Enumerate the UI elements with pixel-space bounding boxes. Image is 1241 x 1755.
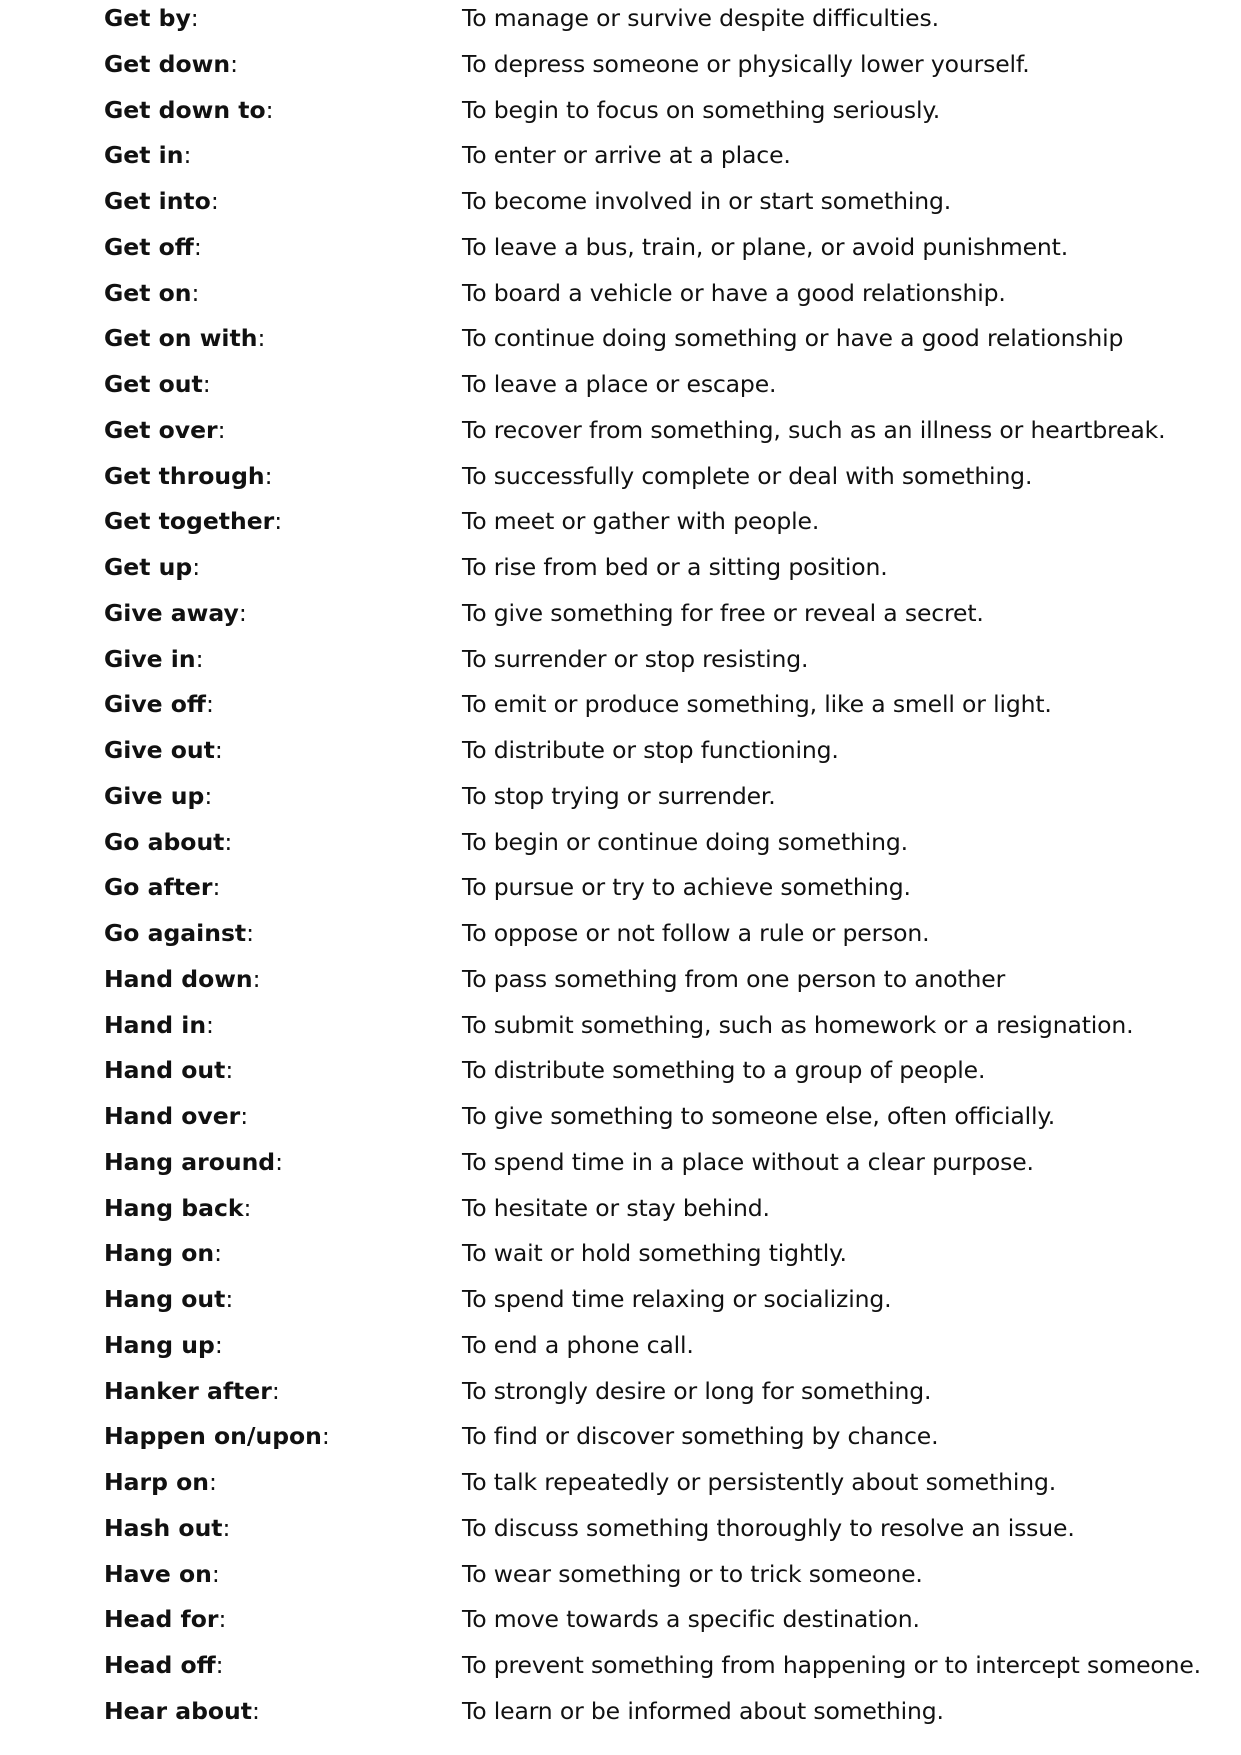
term-colon: : [217, 415, 226, 444]
definition-text: To manage or survive despite difficulties. [462, 4, 939, 32]
term-text: Head off [104, 1651, 216, 1679]
term-text: Go after [104, 873, 213, 902]
definition-text: To board a vehicle or have a good relationship. [462, 278, 1006, 307]
definition-text: To begin to focus on something seriously. [462, 95, 941, 124]
term-text: Get in [104, 141, 184, 170]
term-colon: : [230, 49, 238, 78]
phrasal-verb-term [104, 366, 211, 402]
phrasal-verb-term [104, 686, 214, 722]
term-text: Go against [104, 919, 247, 947]
phrasal-verb-term [104, 1693, 260, 1729]
term-text: Harp on [104, 1468, 209, 1496]
term-colon: : [214, 1239, 223, 1268]
term-text: Get on with [104, 324, 258, 353]
definition-text: To end a phone call. [462, 1330, 694, 1359]
term-colon: : [224, 827, 233, 856]
definition-text: To emit or produce something, like a smell or light. [462, 690, 1052, 719]
definition-text: To give something for free or reveal a secret. [462, 598, 984, 627]
term-colon: : [183, 141, 192, 170]
definition-text: To find or discover something by chance. [462, 1422, 939, 1451]
term-text: Get down [104, 49, 231, 78]
phrasal-verb-term [104, 46, 238, 82]
definition-text: To recover from something, such as an illness or heartbreak. [462, 415, 1166, 444]
term-colon: : [225, 1285, 234, 1313]
phrasal-verb-term [104, 412, 226, 448]
phrasal-verb-term [104, 503, 282, 539]
term-text: Get out [104, 370, 203, 398]
definition-text: To continue doing something or have a good relationship [462, 324, 1124, 353]
list-item [104, 1098, 1234, 1144]
term-text: Hang up [104, 1330, 215, 1359]
list-item [104, 1556, 1234, 1602]
list-item [104, 641, 1234, 687]
list-item [104, 1647, 1234, 1693]
list-item [104, 595, 1234, 641]
term-colon: : [271, 1376, 280, 1405]
list-item [104, 1693, 1234, 1739]
definition-text: To discuss something thoroughly to resolve an issue. [462, 1513, 1075, 1542]
list-item [104, 686, 1234, 732]
term-colon: : [225, 1056, 234, 1085]
phrasal-verb-term [104, 1601, 226, 1637]
phrasal-verb-term [104, 1281, 233, 1317]
term-colon: : [252, 964, 261, 993]
term-text: Get off [104, 232, 194, 261]
term-text: Give off [104, 690, 206, 719]
list-item [104, 1235, 1234, 1281]
definition-text: To talk repeatedly or persistently about something. [462, 1468, 1057, 1496]
term-colon: : [202, 370, 211, 398]
term-colon: : [212, 873, 221, 902]
phrasal-verb-term [104, 229, 202, 265]
term-text: Head for [104, 1605, 219, 1634]
phrasal-verb-term [104, 1098, 248, 1134]
definition-text: To depress someone or physically lower yourself. [462, 49, 1030, 78]
list-item [104, 732, 1234, 778]
term-text: Hear about [104, 1696, 253, 1725]
definition-text: To stop trying or surrender. [462, 781, 776, 810]
phrasal-verb-term [104, 641, 204, 677]
phrasal-verb-term [104, 1556, 220, 1592]
term-text: Hand in [104, 1010, 207, 1039]
term-colon: : [209, 1468, 217, 1496]
phrasal-verb-term [104, 320, 265, 356]
list-item [104, 1464, 1234, 1510]
list-item [104, 1327, 1234, 1373]
phrasal-verb-list [104, 0, 1234, 1739]
phrasal-verb-term [104, 1647, 224, 1683]
term-colon: : [205, 690, 214, 719]
term-text: Give away [104, 598, 239, 627]
term-colon: : [191, 278, 200, 307]
definition-text: To wear something or to trick someone. [462, 1559, 923, 1588]
term-colon: : [265, 95, 274, 124]
term-colon: : [264, 461, 273, 490]
list-item [104, 229, 1234, 275]
list-item [104, 183, 1234, 229]
phrasal-verb-term [104, 1418, 330, 1454]
term-colon: : [190, 4, 199, 32]
term-text: Get through [104, 461, 265, 490]
term-colon: : [204, 781, 213, 810]
phrasal-verb-term [104, 1235, 222, 1271]
term-text: Give in [104, 644, 196, 673]
list-item [104, 824, 1234, 870]
list-item [104, 46, 1234, 92]
term-colon: : [192, 553, 201, 581]
term-text: Hang out [104, 1285, 226, 1313]
term-text: Get into [104, 187, 211, 215]
term-text: Hand out [104, 1056, 226, 1085]
term-colon: : [257, 324, 266, 353]
term-colon: : [215, 1651, 224, 1679]
list-item [104, 1510, 1234, 1556]
definition-text: To surrender or stop resisting. [462, 644, 809, 673]
list-item [104, 1052, 1234, 1098]
phrasal-verb-term [104, 549, 200, 585]
term-text: Hash out [104, 1513, 223, 1542]
list-item [104, 320, 1234, 366]
term-colon: : [206, 1010, 214, 1039]
term-colon: : [275, 1147, 284, 1176]
definition-text: To distribute something to a group of people. [462, 1056, 986, 1085]
term-colon: : [211, 1559, 220, 1588]
term-colon: : [214, 1330, 223, 1359]
list-item [104, 961, 1234, 1007]
phrasal-verb-term [104, 1464, 217, 1500]
list-item [104, 412, 1234, 458]
phrasal-verb-term [104, 961, 261, 997]
list-item [104, 1373, 1234, 1419]
definition-text: To rise from bed or a sitting position. [462, 553, 888, 581]
term-colon: : [222, 1513, 231, 1542]
phrasal-verb-term [104, 732, 223, 768]
definition-text: To pursue or try to achieve something. [462, 873, 911, 902]
term-text: Hang around [104, 1147, 276, 1176]
term-colon: : [274, 507, 283, 536]
phrasal-verb-term [104, 137, 191, 173]
term-text: Give out [104, 736, 215, 764]
term-colon: : [210, 187, 219, 215]
definition-text: To wait or hold something tightly. [462, 1239, 847, 1268]
term-text: Get down to [104, 95, 266, 124]
term-text: Hang back [104, 1193, 244, 1222]
definition-text: To prevent something from happening or to intercept someone. [462, 1651, 1201, 1679]
list-item [104, 366, 1234, 412]
definition-text: To leave a bus, train, or plane, or avoid punishment. [462, 232, 1069, 261]
definition-text: To move towards a specific destination. [462, 1605, 920, 1634]
list-item [104, 778, 1234, 824]
list-item [104, 915, 1234, 961]
term-colon: : [246, 919, 255, 947]
term-colon: : [195, 644, 204, 673]
phrasal-verb-term [104, 1052, 233, 1088]
phrasal-verb-term [104, 869, 220, 905]
term-text: Hang on [104, 1239, 215, 1268]
definition-text: To strongly desire or long for something. [462, 1376, 932, 1405]
list-item [104, 549, 1234, 595]
phrasal-verb-term [104, 1373, 280, 1409]
term-colon: : [214, 736, 223, 764]
phrasal-verb-term [104, 595, 247, 631]
list-item [104, 458, 1234, 504]
list-item [104, 1601, 1234, 1647]
list-item [104, 137, 1234, 183]
term-colon: : [240, 1102, 249, 1130]
definition-text: To distribute or stop functioning. [462, 736, 839, 764]
phrasal-verb-term [104, 275, 199, 311]
list-item [104, 1281, 1234, 1327]
phrasal-verb-term [104, 1144, 283, 1180]
term-colon: : [238, 598, 247, 627]
term-text: Hanker after [104, 1376, 272, 1405]
definition-text: To spend time relaxing or socializing. [462, 1285, 892, 1313]
term-colon: : [243, 1193, 252, 1222]
definition-text: To give something to someone else, often officially. [462, 1102, 1056, 1130]
phrasal-verb-term [104, 1510, 230, 1546]
term-colon: : [252, 1696, 260, 1725]
list-item [104, 1007, 1234, 1053]
definition-text: To learn or be informed about something. [462, 1696, 944, 1725]
phrasal-verb-term [104, 458, 273, 494]
list-item [104, 1144, 1234, 1190]
phrasal-verb-term [104, 183, 219, 219]
term-colon: : [193, 232, 202, 261]
list-item [104, 0, 1234, 46]
definition-text: To hesitate or stay behind. [462, 1193, 770, 1222]
phrasal-verb-term [104, 1007, 214, 1043]
definition-text: To oppose or not follow a rule or person. [462, 919, 930, 947]
definition-text: To begin or continue doing something. [462, 827, 908, 856]
list-item [104, 503, 1234, 549]
list-item [104, 1190, 1234, 1236]
phrasal-verb-term [104, 1327, 223, 1363]
list-item [104, 92, 1234, 138]
list-item [104, 869, 1234, 915]
definition-text: To successfully complete or deal with something. [462, 461, 1033, 490]
term-text: Get together [104, 507, 275, 536]
phrasal-verb-term [104, 778, 212, 814]
term-text: Get by [104, 4, 191, 32]
definition-text: To spend time in a place without a clear purpose. [462, 1147, 1034, 1176]
term-text: Hand down [104, 964, 253, 993]
definition-text: To submit something, such as homework or a resignation. [462, 1010, 1134, 1039]
definition-text: To enter or arrive at a place. [462, 141, 791, 170]
phrasal-verb-term [104, 92, 274, 128]
term-colon: : [218, 1605, 227, 1634]
definition-text: To meet or gather with people. [462, 507, 820, 536]
phrasal-verb-term [104, 915, 254, 951]
term-colon: : [321, 1422, 330, 1451]
term-text: Hand over [104, 1102, 241, 1130]
term-text: Get up [104, 553, 193, 581]
definition-text: To pass something from one person to another [462, 964, 1006, 993]
phrasal-verb-term [104, 0, 199, 36]
term-text: Give up [104, 781, 205, 810]
term-text: Get over [104, 415, 218, 444]
phrasal-verb-term [104, 824, 232, 860]
list-item [104, 275, 1234, 321]
list-item [104, 1418, 1234, 1464]
phrasal-verb-term [104, 1190, 251, 1226]
term-text: Have on [104, 1559, 212, 1588]
definition-text: To become involved in or start something. [462, 187, 952, 215]
term-text: Happen on/upon [104, 1422, 322, 1451]
term-text: Go about [104, 827, 225, 856]
term-text: Get on [104, 278, 192, 307]
definition-text: To leave a place or escape. [462, 370, 777, 398]
